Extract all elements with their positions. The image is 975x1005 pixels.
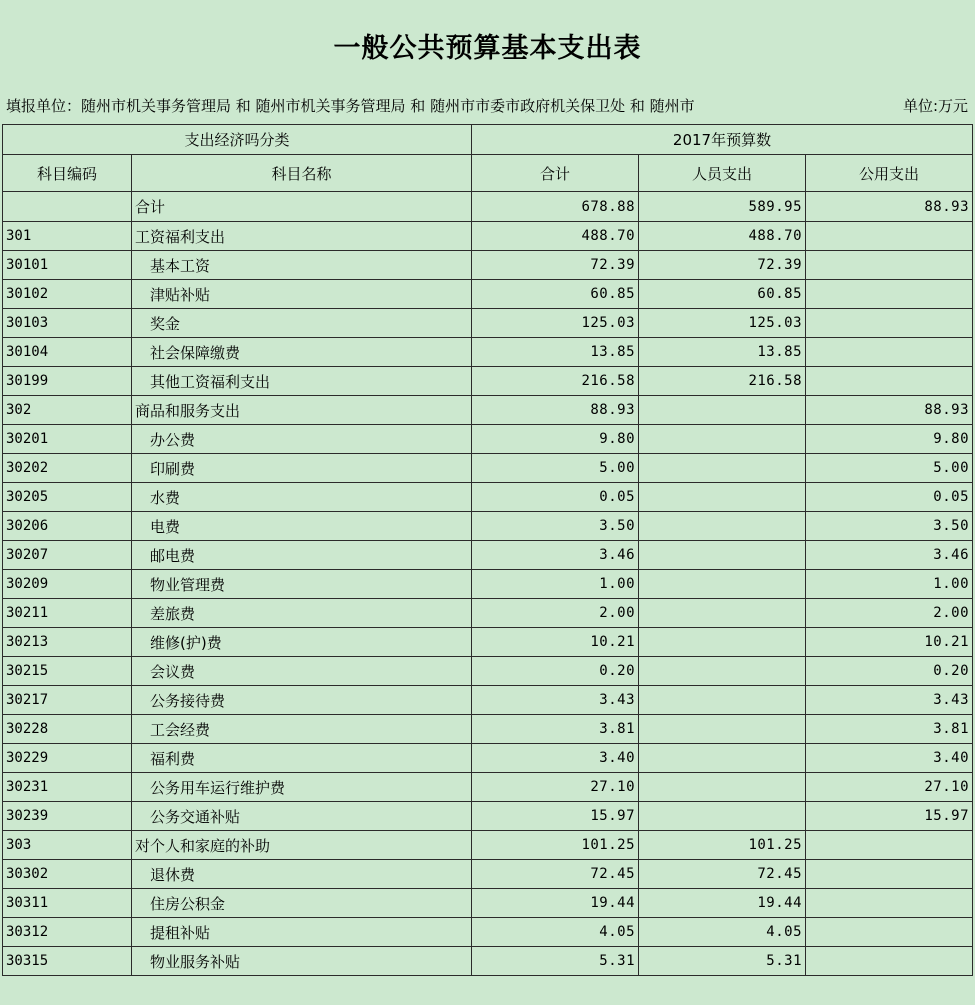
table-row [3,802,973,831]
cell-personnel[interactable]: 5.31 [639,947,806,976]
cell-public[interactable]: 88.93 [806,192,973,222]
cell-name[interactable]: 会议费 [132,657,472,686]
cell-personnel[interactable] [639,802,806,831]
header-group-classification[interactable]: 支出经济吗分类 [3,125,472,155]
cell-code[interactable]: 303 [3,831,132,860]
cell-total[interactable]: 1.00 [472,570,639,599]
cell-name[interactable]: 对个人和家庭的补助 [132,831,472,860]
cell-personnel[interactable]: 101.25 [639,831,806,860]
cell-code[interactable]: 30207 [3,541,132,570]
cell-total[interactable]: 3.43 [472,686,639,715]
cell-code[interactable]: 30302 [3,860,132,889]
table-row [3,570,973,599]
cell-total[interactable]: 27.10 [472,773,639,802]
cell-name[interactable]: 合计 [132,192,472,222]
cell-total[interactable]: 72.39 [472,251,639,280]
cell-public[interactable] [806,918,973,947]
cell-personnel[interactable] [639,570,806,599]
cell-total[interactable]: 9.80 [472,425,639,454]
cell-personnel[interactable] [639,425,806,454]
table-row [3,715,973,744]
cell-public[interactable] [806,309,973,338]
cell-public[interactable] [806,251,973,280]
cell-personnel[interactable]: 72.39 [639,251,806,280]
header-col-code[interactable]: 科目编码 [3,155,132,192]
cell-public[interactable] [806,280,973,309]
table-row [3,454,973,483]
table-row [3,222,973,251]
cell-personnel[interactable] [639,686,806,715]
cell-code[interactable]: 30211 [3,599,132,628]
cell-total[interactable]: 60.85 [472,280,639,309]
cell-total[interactable]: 3.40 [472,744,639,773]
cell-code[interactable]: 30213 [3,628,132,657]
cell-public[interactable] [806,367,973,396]
filler-unit-label: 填报单位：随州市机关事务管理局 和 随州市机关事务管理局 和 随州市市委市政府机关保卫处 和 随州市 [6,97,695,115]
cell-public[interactable] [806,889,973,918]
cell-total[interactable]: 4.05 [472,918,639,947]
cell-public[interactable]: 5.00 [806,454,973,483]
cell-name[interactable]: 津贴补贴 [132,280,472,309]
cell-public[interactable]: 15.97 [806,802,973,831]
cell-code[interactable]: 30209 [3,570,132,599]
cell-public[interactable] [806,947,973,976]
cell-name[interactable]: 住房公积金 [132,889,472,918]
cell-public[interactable]: 3.81 [806,715,973,744]
table-row [3,338,973,367]
cell-total[interactable]: 10.21 [472,628,639,657]
cell-public[interactable] [806,831,973,860]
cell-personnel[interactable] [639,715,806,744]
table-row [3,918,973,947]
page-title: 一般公共预算基本支出表 [333,33,642,64]
cell-personnel[interactable] [639,454,806,483]
cell-code[interactable]: 30205 [3,483,132,512]
cell-name[interactable]: 基本工资 [132,251,472,280]
cell-total[interactable]: 5.31 [472,947,639,976]
budget-table [2,124,973,976]
cell-public[interactable]: 9.80 [806,425,973,454]
cell-code[interactable]: 30217 [3,686,132,715]
cell-code[interactable]: 30201 [3,425,132,454]
cell-code[interactable]: 30231 [3,773,132,802]
header-col-public[interactable]: 公用支出 [806,155,973,192]
cell-name[interactable]: 印刷费 [132,454,472,483]
cell-name[interactable]: 办公费 [132,425,472,454]
table-row [3,947,973,976]
table-row [3,396,973,425]
cell-public[interactable]: 1.00 [806,570,973,599]
cell-total[interactable]: 3.50 [472,512,639,541]
report-info-line [6,94,968,118]
cell-code[interactable]: 30311 [3,889,132,918]
cell-code[interactable]: 30202 [3,454,132,483]
cell-name[interactable]: 公务接待费 [132,686,472,715]
cell-public[interactable]: 88.93 [806,396,973,425]
cell-personnel[interactable]: 19.44 [639,889,806,918]
cell-total[interactable]: 216.58 [472,367,639,396]
cell-public[interactable] [806,860,973,889]
table-row-total [3,192,973,222]
cell-personnel[interactable]: 60.85 [639,280,806,309]
cell-total[interactable]: 88.93 [472,396,639,425]
cell-total[interactable]: 125.03 [472,309,639,338]
cell-personnel[interactable] [639,744,806,773]
cell-code[interactable]: 30199 [3,367,132,396]
table-row [3,599,973,628]
cell-public[interactable]: 27.10 [806,773,973,802]
header-group-budget-2017[interactable]: 2017年预算数 [472,125,973,155]
cell-code[interactable]: 30104 [3,338,132,367]
cell-total[interactable]: 0.05 [472,483,639,512]
cell-personnel[interactable] [639,599,806,628]
cell-code[interactable]: 30228 [3,715,132,744]
cell-code[interactable]: 30215 [3,657,132,686]
cell-name[interactable]: 水费 [132,483,472,512]
cell-name[interactable]: 公务用车运行维护费 [132,773,472,802]
table-row [3,541,973,570]
cell-public[interactable]: 0.05 [806,483,973,512]
cell-personnel[interactable] [639,773,806,802]
cell-total[interactable]: 488.70 [472,222,639,251]
cell-personnel[interactable]: 488.70 [639,222,806,251]
cell-code[interactable]: 30312 [3,918,132,947]
cell-total[interactable]: 2.00 [472,599,639,628]
cell-personnel[interactable] [639,396,806,425]
cell-code[interactable] [3,192,132,222]
cell-name[interactable]: 电费 [132,512,472,541]
cell-code[interactable]: 30103 [3,309,132,338]
table-row [3,483,973,512]
cell-name[interactable]: 物业管理费 [132,570,472,599]
table-body [3,192,973,976]
cell-name[interactable]: 退休费 [132,860,472,889]
header-col-total[interactable]: 合计 [472,155,639,192]
cell-personnel[interactable]: 72.45 [639,860,806,889]
cell-personnel[interactable] [639,541,806,570]
table-row [3,512,973,541]
table-row [3,686,973,715]
cell-public[interactable]: 3.46 [806,541,973,570]
cell-total[interactable]: 5.00 [472,454,639,483]
table-row [3,367,973,396]
table-row [3,425,973,454]
cell-name[interactable]: 维修(护)费 [132,628,472,657]
cell-total[interactable]: 19.44 [472,889,639,918]
cell-total[interactable]: 15.97 [472,802,639,831]
cell-public[interactable]: 3.50 [806,512,973,541]
table-row [3,831,973,860]
cell-personnel[interactable] [639,483,806,512]
cell-code[interactable]: 30102 [3,280,132,309]
cell-personnel[interactable] [639,657,806,686]
cell-public[interactable]: 3.43 [806,686,973,715]
cell-personnel[interactable] [639,628,806,657]
cell-name[interactable]: 奖金 [132,309,472,338]
cell-code[interactable]: 30229 [3,744,132,773]
table-row [3,309,973,338]
cell-public[interactable] [806,222,973,251]
table-row [3,628,973,657]
cell-public[interactable]: 3.40 [806,744,973,773]
cell-code[interactable]: 301 [3,222,132,251]
cell-code[interactable]: 302 [3,396,132,425]
cell-total[interactable]: 3.81 [472,715,639,744]
table-row [3,889,973,918]
table-row [3,251,973,280]
cell-total[interactable]: 72.45 [472,860,639,889]
cell-public[interactable] [806,338,973,367]
cell-name[interactable]: 福利费 [132,744,472,773]
header-col-personnel[interactable]: 人员支出 [639,155,806,192]
cell-personnel[interactable]: 13.85 [639,338,806,367]
cell-total[interactable]: 0.20 [472,657,639,686]
cell-public[interactable]: 2.00 [806,599,973,628]
cell-name[interactable]: 工资福利支出 [132,222,472,251]
table-row [3,744,973,773]
cell-personnel[interactable]: 4.05 [639,918,806,947]
table-row [3,773,973,802]
cell-name[interactable]: 邮电费 [132,541,472,570]
cell-total[interactable]: 3.46 [472,541,639,570]
table-row [3,280,973,309]
cell-name[interactable]: 公务交通补贴 [132,802,472,831]
cell-total[interactable]: 678.88 [472,192,639,222]
table-row [3,860,973,889]
cell-code[interactable]: 30101 [3,251,132,280]
cell-code[interactable]: 30206 [3,512,132,541]
cell-code[interactable]: 30315 [3,947,132,976]
cell-total[interactable]: 101.25 [472,831,639,860]
cell-name[interactable]: 社会保障缴费 [132,338,472,367]
cell-personnel[interactable]: 589.95 [639,192,806,222]
cell-personnel[interactable]: 125.03 [639,309,806,338]
cell-public[interactable]: 10.21 [806,628,973,657]
cell-name[interactable]: 工会经费 [132,715,472,744]
cell-total[interactable]: 13.85 [472,338,639,367]
cell-public[interactable]: 0.20 [806,657,973,686]
cell-name[interactable]: 物业服务补贴 [132,947,472,976]
cell-name[interactable]: 商品和服务支出 [132,396,472,425]
cell-personnel[interactable]: 216.58 [639,367,806,396]
cell-name[interactable]: 提租补贴 [132,918,472,947]
cell-personnel[interactable] [639,512,806,541]
header-col-name[interactable]: 科目名称 [132,155,472,192]
cell-code[interactable]: 30239 [3,802,132,831]
cell-name[interactable]: 差旅费 [132,599,472,628]
cell-name[interactable]: 其他工资福利支出 [132,367,472,396]
table-row [3,657,973,686]
unit-label: 单位:万元 [902,97,968,115]
